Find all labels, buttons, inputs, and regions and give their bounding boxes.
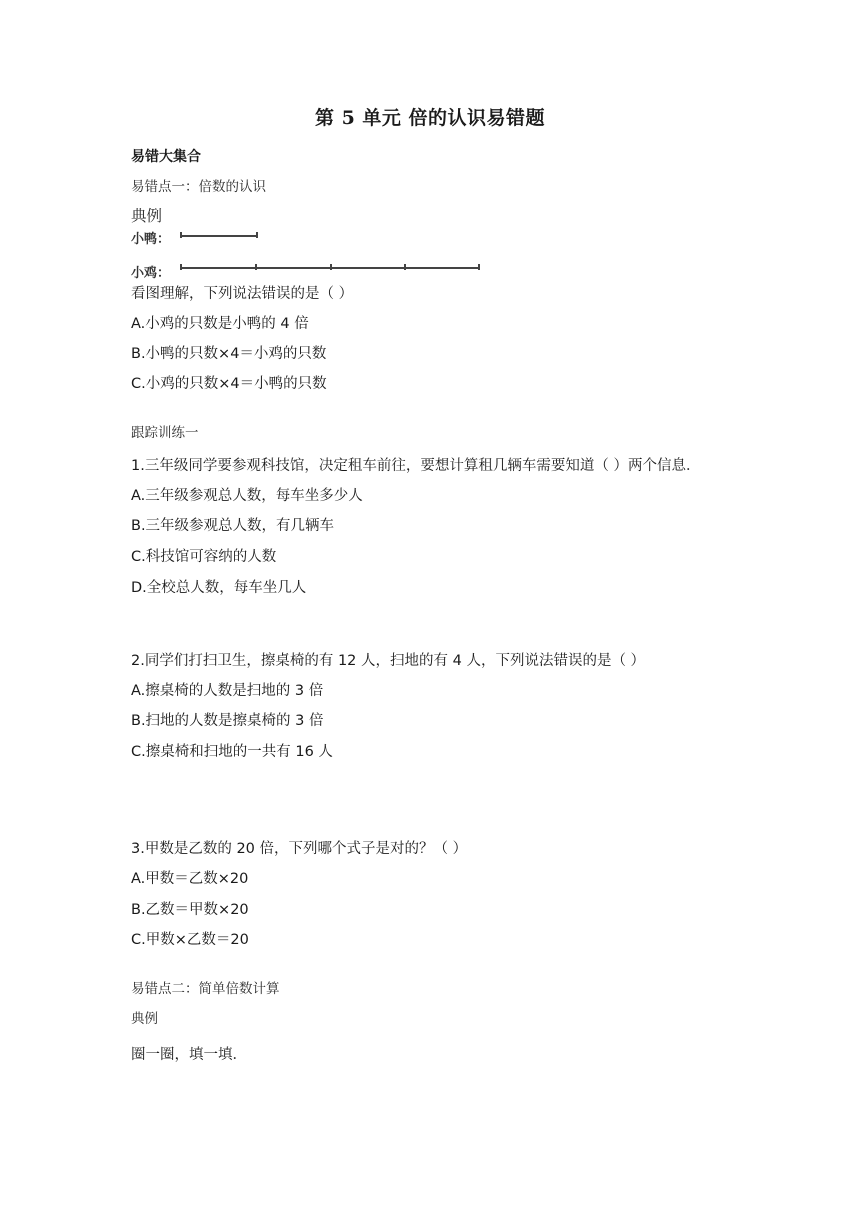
practice1-label: 跟踪训练一 (131, 425, 199, 441)
point1-label: 易错点一：倍数的认识 (131, 179, 266, 195)
q1-text: 1.三年级同学要参观科技馆，决定租车前往，要想计算租几辆车需要知道（ ）两个信息． (131, 458, 701, 474)
point1-option-c: C.小鸡的只数×4＝小鸭的只数 (131, 376, 327, 392)
chick-bar-tick (330, 264, 332, 270)
duck-bar (180, 235, 258, 237)
q1-option-a: A.三年级参观总人数，每车坐多少人 (131, 488, 363, 504)
q3-text: 3.甲数是乙数的 20 倍，下列哪个式子是对的？（ ） (131, 841, 468, 857)
point1-option-a: A.小鸡的只数是小鸭的 4 倍 (131, 316, 309, 332)
q1-option-d: D.全校总人数，每车坐几人 (131, 580, 307, 596)
chick-bar-tick (255, 264, 257, 270)
chick-label: 小鸡： (131, 266, 171, 281)
q2-option-a: A.擦桌椅的人数是扫地的 3 倍 (131, 683, 324, 699)
q2-option-c: C.擦桌椅和扫地的一共有 16 人 (131, 744, 333, 760)
point1-question: 看图理解，下列说法错误的是（ ） (131, 286, 354, 302)
duck-bar-tick (180, 232, 182, 238)
q2-option-b: B.扫地的人数是擦桌椅的 3 倍 (131, 713, 324, 729)
q1-option-c: C.科技馆可容纳的人数 (131, 549, 277, 565)
point2-instruction: 圈一圈，填一填． (131, 1047, 247, 1063)
section-heading: 易错大集合 (131, 149, 201, 165)
page-title: 第 5 单元 倍的认识易错题 (314, 107, 546, 129)
chick-bar-tick (404, 264, 406, 270)
point1-option-b: B.小鸭的只数×4＝小鸡的只数 (131, 346, 327, 362)
point1-example-label: 典例 (131, 207, 163, 225)
q3-option-b: B.乙数＝甲数×20 (131, 902, 249, 918)
q3-option-a: A.甲数＝乙数×20 (131, 871, 249, 887)
q1-option-b: B.三年级参观总人数，有几辆车 (131, 518, 335, 534)
chick-bar-tick (478, 264, 480, 270)
duck-bar-tick (256, 232, 258, 238)
point2-label: 易错点二：简单倍数计算 (131, 981, 280, 997)
point2-example-label: 典例 (131, 1011, 158, 1027)
q2-text: 2.同学们打扫卫生，擦桌椅的有 12 人，扫地的有 4 人，下列说法错误的是（ ） (131, 653, 646, 669)
q3-option-c: C.甲数×乙数＝20 (131, 932, 249, 948)
chick-bar-tick (180, 264, 182, 270)
duck-label: 小鸭： (131, 232, 171, 247)
